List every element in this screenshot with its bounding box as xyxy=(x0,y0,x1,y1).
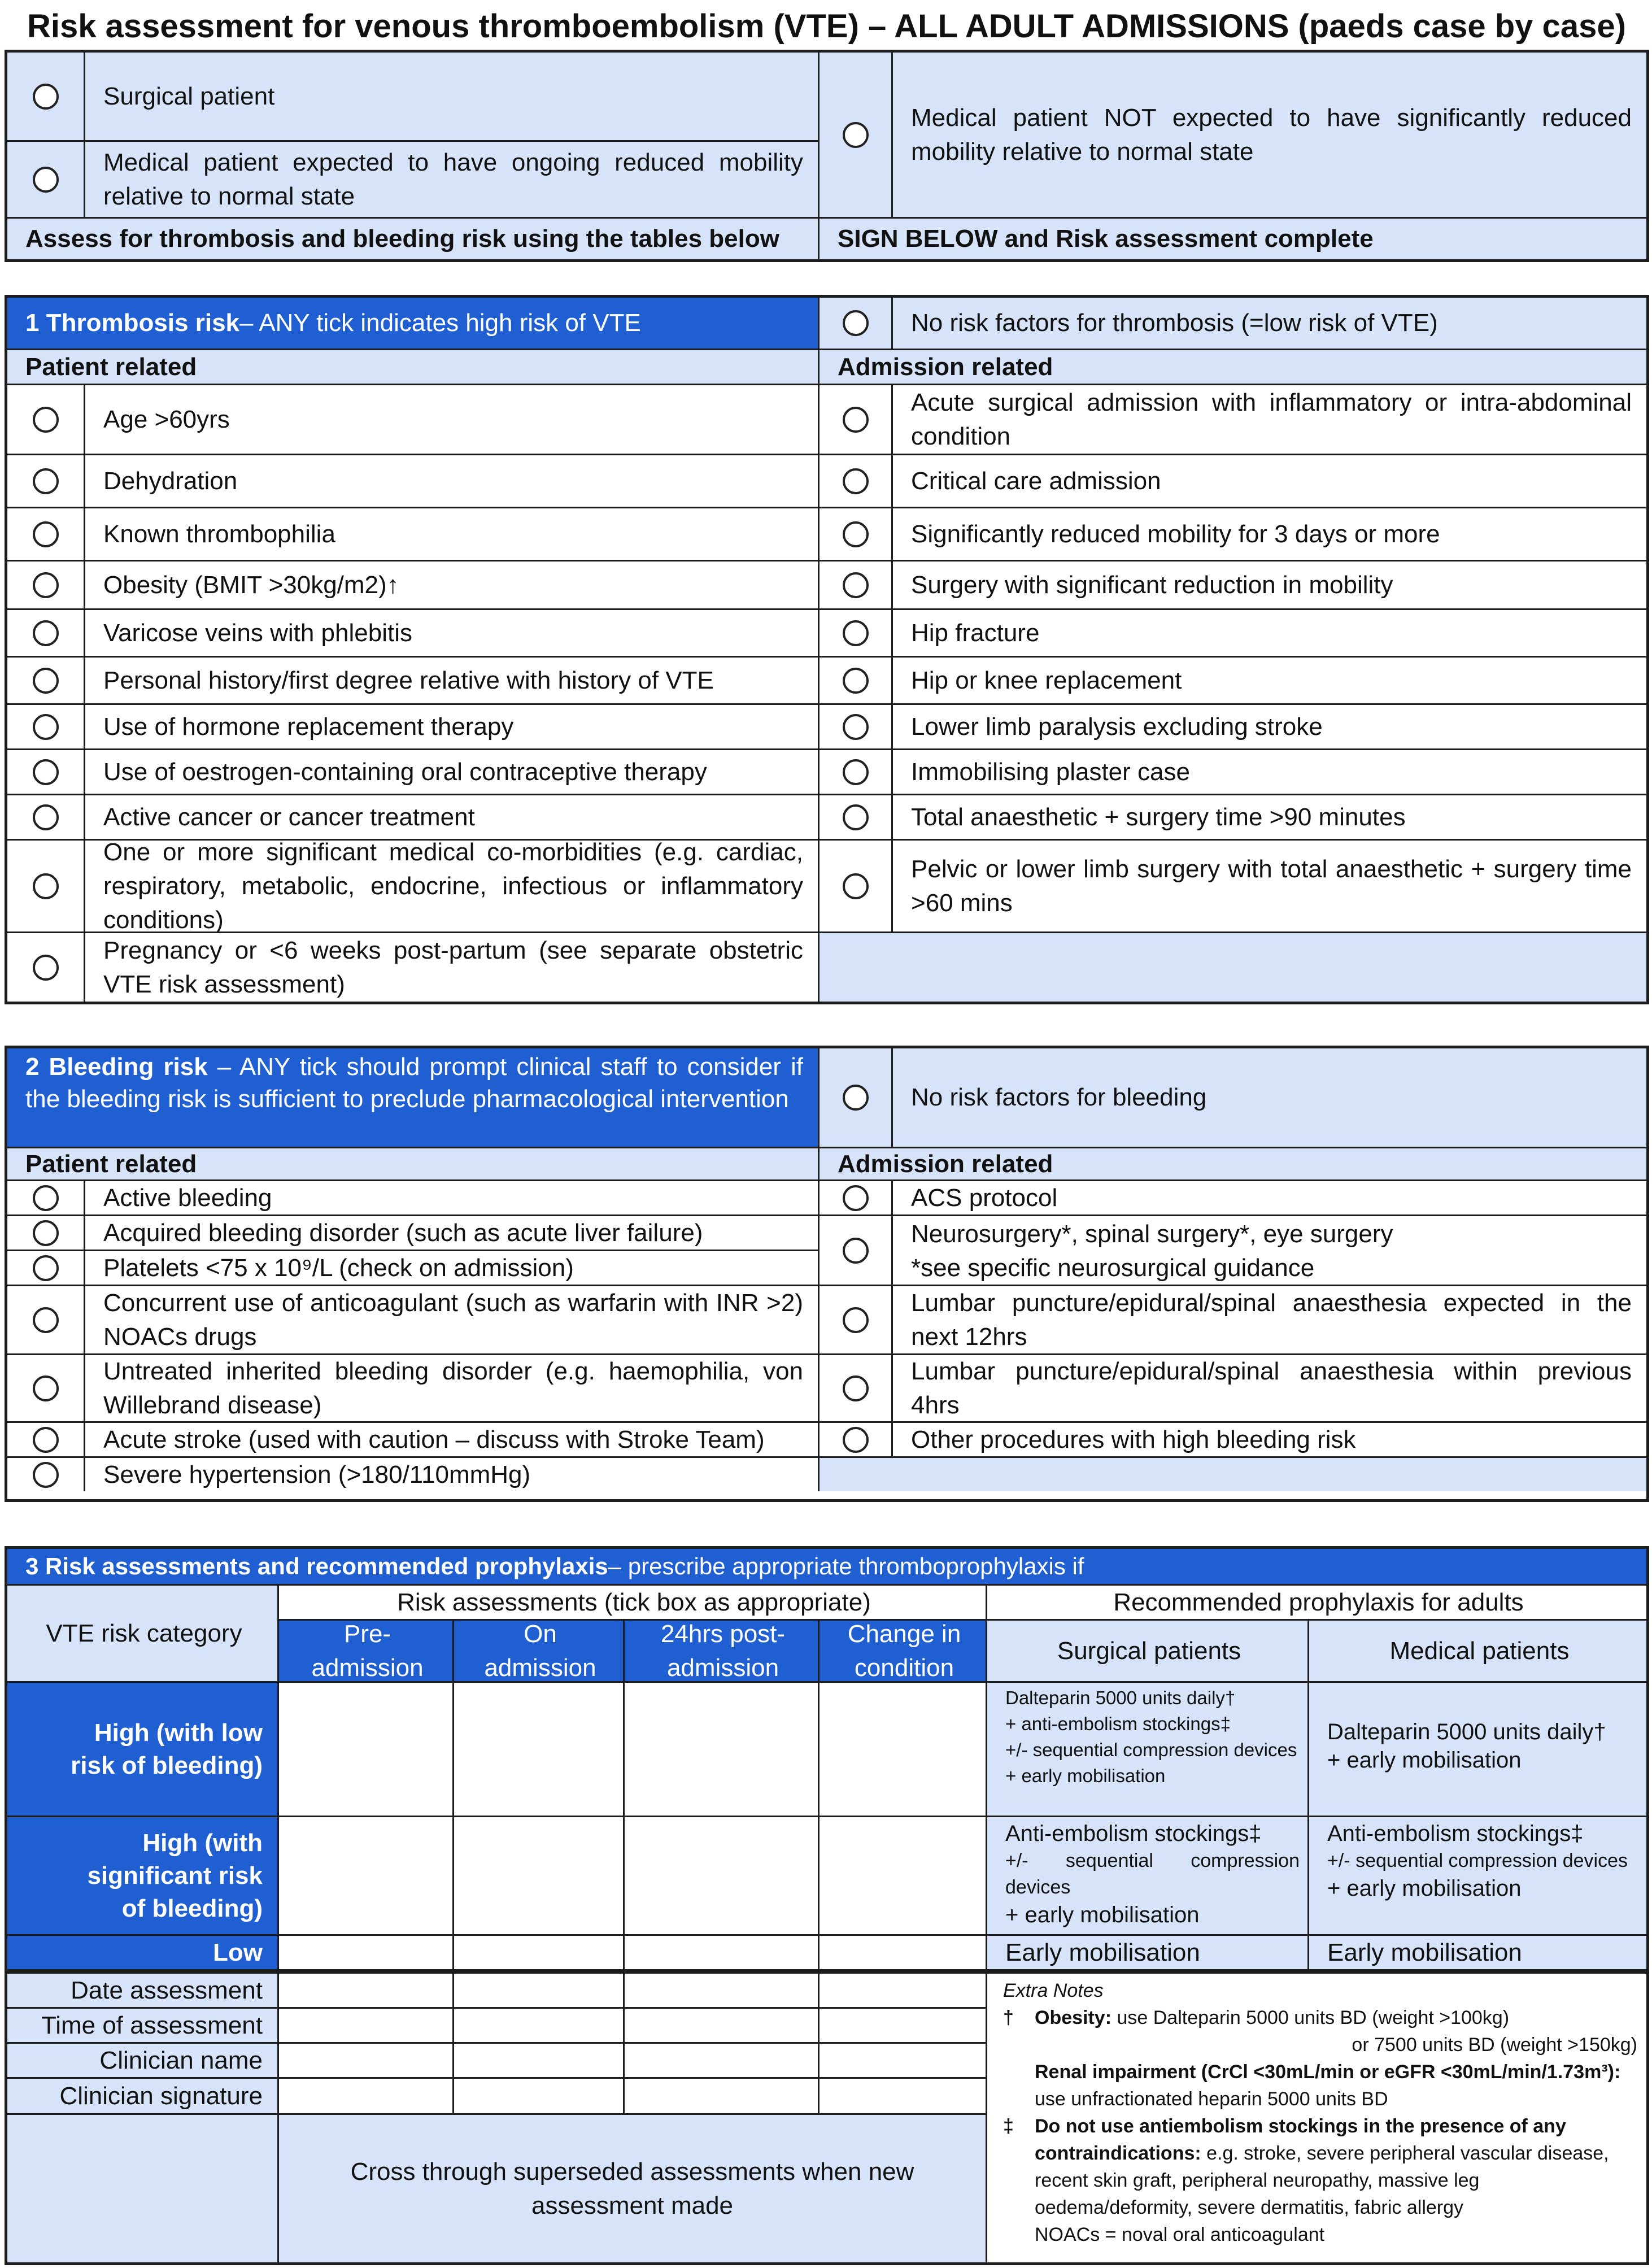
bleeding-admission-factor-radio[interactable] xyxy=(843,1427,869,1453)
double-dagger-symbol: ‡ xyxy=(1003,2115,1014,2137)
form-entry-field[interactable] xyxy=(623,1974,818,2009)
assess-instruction: Assess for thrombosis and bleeding risk using the tables below xyxy=(7,217,818,259)
form-entry-field[interactable] xyxy=(452,2079,623,2115)
thrombosis-admission-factor-radio[interactable] xyxy=(843,572,869,598)
extra-notes xyxy=(986,1974,1646,2262)
form-entry-field[interactable] xyxy=(818,2079,986,2115)
thrombosis-patient-factor-radio[interactable] xyxy=(33,873,59,899)
form-entry-field[interactable] xyxy=(452,2009,623,2044)
prophylaxis-line: Dalteparin 5000 units daily† xyxy=(1005,1687,1236,1708)
surgical-prophylaxis: Early mobilisation xyxy=(986,1934,1307,1969)
form-entry-field[interactable] xyxy=(277,1974,452,2009)
thrombosis-patient-factor-radio[interactable] xyxy=(33,572,59,598)
assessment-column-heading: Pre-admission xyxy=(277,1619,452,1681)
bleeding-patient-related-heading: Patient related xyxy=(7,1147,818,1179)
surgical-patients-heading: Surgical patients xyxy=(986,1619,1307,1681)
assessment-tick-box[interactable] xyxy=(277,1681,452,1816)
assessment-tick-box[interactable] xyxy=(277,1934,452,1969)
no-thrombosis-risk-label: No risk factors for thrombosis (=low risk of VTE) xyxy=(891,298,1646,349)
surgical-prophylaxis xyxy=(986,1681,1307,1816)
thrombosis-admission-factor: Lower limb paralysis excluding stroke xyxy=(891,703,1646,748)
thrombosis-patient-related-heading: Patient related xyxy=(7,349,818,384)
prophylaxis-line: Dalteparin 5000 units daily† xyxy=(1327,1719,1606,1744)
thrombosis-patient-factor: One or more significant medical co-morbidities (e.g. cardiac, respiratory, metabolic, endocrine, infectious or inflammatory conditions) xyxy=(84,839,818,931)
assessment-column-heading: Change in condition xyxy=(818,1619,986,1681)
assessment-tick-box[interactable] xyxy=(452,1934,623,1969)
thrombosis-admission-factor: Pelvic or lower limb surgery with total anaesthetic + surgery time >60 mins xyxy=(891,839,1646,931)
assessment-tick-box[interactable] xyxy=(623,1681,818,1816)
form-entry-field[interactable] xyxy=(623,2009,818,2044)
assessment-tick-box[interactable] xyxy=(452,1816,623,1934)
assessment-tick-box[interactable] xyxy=(818,1816,986,1934)
bleeding-admission-factor-radio[interactable] xyxy=(843,1185,869,1211)
thrombosis-section xyxy=(5,295,1649,1004)
prophylaxis-line: + early mobilisation xyxy=(1327,1876,1522,1901)
thrombosis-admission-factor: Total anaesthetic + surgery time >90 minutes xyxy=(891,794,1646,839)
thrombosis-header xyxy=(7,298,818,349)
surgical-prophylaxis xyxy=(986,1816,1307,1934)
form-entry-field[interactable] xyxy=(277,2044,452,2079)
medical-not-reduced-label: Medical patient NOT expected to have significantly reduced mobility relative to normal state xyxy=(891,53,1646,217)
thrombosis-admission-factor: Acute surgical admission with inflammatory or intra-abdominal condition xyxy=(891,384,1646,454)
bleeding-patient-factor: Platelets <75 x 10⁹/L (check on admission) xyxy=(84,1250,818,1285)
form-row-label: Date assessment xyxy=(7,1974,277,2009)
bleeding-patient-factor: Acquired bleeding disorder (such as acute liver failure) xyxy=(84,1214,818,1250)
patient-type-section xyxy=(5,50,1649,262)
assessment-tick-box[interactable] xyxy=(623,1934,818,1969)
cross-through-note: Cross through superseded assessments when new assessment made xyxy=(277,2115,986,2262)
bleeding-patient-factor: Concurrent use of anticoagulant (such as warfarin with INR >2) NOACs drugs xyxy=(84,1285,818,1353)
assessment-tick-box[interactable] xyxy=(277,1816,452,1934)
bleeding-admission-factor-radio[interactable] xyxy=(843,1375,869,1401)
prophylaxis-section xyxy=(5,1546,1649,2265)
form-row-label: Clinician signature xyxy=(7,2079,277,2115)
medical-prophylaxis xyxy=(1307,1816,1646,1934)
page-title: Risk assessment for venous thromboembolism (VTE) – ALL ADULT ADMISSIONS (paeds case by case) xyxy=(27,7,1626,45)
recommended-prophylaxis-heading: Recommended prophylaxis for adults xyxy=(986,1584,1646,1619)
thrombosis-admission-factor-radio[interactable] xyxy=(843,873,869,899)
bleeding-admission-factor: Lumbar puncture/epidural/spinal anaesthesia expected in the next 12hrs xyxy=(891,1285,1646,1353)
thrombosis-admission-factor-radio[interactable] xyxy=(843,759,869,785)
thrombosis-patient-factor: Obesity (BMIT >30kg/m2)↑ xyxy=(84,560,818,608)
form-row-label: Clinician name xyxy=(7,2044,277,2079)
prophylaxis-line: + anti-embolism stockings‡ xyxy=(1005,1713,1231,1734)
form-entry-field[interactable] xyxy=(277,2079,452,2115)
assessment-tick-box[interactable] xyxy=(623,1816,818,1934)
thrombosis-admission-factor: Hip or knee replacement xyxy=(891,656,1646,703)
bleeding-patient-factor-radio[interactable] xyxy=(33,1185,59,1211)
thrombosis-admission-factor-radio[interactable] xyxy=(843,468,869,494)
thrombosis-patient-factor: Age >60yrs xyxy=(84,384,818,454)
form-entry-field[interactable] xyxy=(818,1974,986,2009)
prophylaxis-line: Anti-embolism stockings‡ xyxy=(1327,1821,1584,1846)
bleeding-header-title: 2 Bleeding risk xyxy=(25,1053,208,1081)
thrombosis-header-note: – ANY tick indicates high risk of VTE xyxy=(239,309,641,337)
bleeding-patient-factor: Acute stroke (used with caution – discuss with Stroke Team) xyxy=(84,1421,818,1456)
bleeding-patient-factor-radio[interactable] xyxy=(33,1307,59,1333)
no-bleeding-risk-label: No risk factors for bleeding xyxy=(891,1048,1646,1147)
thrombosis-patient-factor-radio[interactable] xyxy=(33,668,59,694)
thrombosis-patient-factor-radio[interactable] xyxy=(33,620,59,646)
surgical-patient-radio[interactable] xyxy=(33,84,59,110)
bleeding-patient-factor-radio[interactable] xyxy=(33,1375,59,1401)
risk-category-label: High (with low risk of bleeding) xyxy=(7,1681,277,1816)
thrombosis-admission-factor-radio[interactable] xyxy=(843,804,869,830)
sign-instruction: SIGN BELOW and Risk assessment complete xyxy=(818,217,1646,259)
assessment-tick-box[interactable] xyxy=(818,1934,986,1969)
thrombosis-admission-related-heading: Admission related xyxy=(818,349,1646,384)
obesity-dose: use Dalteparin 5000 units BD (weight >100kg) xyxy=(1111,2007,1510,2028)
medical-prophylaxis xyxy=(1307,1681,1646,1816)
thrombosis-admission-factor: Critical care admission xyxy=(891,454,1646,507)
assessment-tick-box[interactable] xyxy=(452,1681,623,1816)
thrombosis-admission-factor-radio[interactable] xyxy=(843,668,869,694)
form-entry-field[interactable] xyxy=(277,2009,452,2044)
form-entry-field[interactable] xyxy=(452,2044,623,2079)
medical-reduced-mobility-radio[interactable] xyxy=(33,167,59,193)
prophylaxis-line: +/- sequential compression devices xyxy=(1005,1739,1297,1760)
thrombosis-patient-factor: Pregnancy or <6 weeks post-partum (see separate obstetric VTE risk assessment) xyxy=(84,931,818,1002)
thrombosis-patient-factor: Personal history/first degree relative with history of VTE xyxy=(84,656,818,703)
thrombosis-admission-factor: Immobilising plaster case xyxy=(891,748,1646,794)
dagger-symbol: † xyxy=(1003,2007,1014,2028)
medical-patients-heading: Medical patients xyxy=(1307,1619,1646,1681)
extra-notes-title: Extra Notes xyxy=(1003,1980,1104,2001)
empty-cell xyxy=(818,931,1646,1002)
bleeding-admission-related-heading: Admission related xyxy=(818,1147,1646,1179)
thrombosis-admission-factor-radio[interactable] xyxy=(843,407,869,433)
thrombosis-patient-factor-radio[interactable] xyxy=(33,804,59,830)
vte-risk-category-heading: VTE risk category xyxy=(7,1584,277,1681)
prophylaxis-line: +/- sequential compression devices xyxy=(1005,1850,1300,1898)
neurosurgery-label: Neurosurgery*, spinal surgery*, eye surgery xyxy=(911,1220,1393,1248)
prophylaxis-header xyxy=(7,1549,1646,1584)
renal-text: use unfractionated heparin 5000 units BD xyxy=(1035,2088,1388,2110)
bleeding-patient-factor-radio[interactable] xyxy=(33,1462,59,1488)
neurosurgical-guidance-note: *see specific neurosurgical guidance xyxy=(911,1254,1315,1282)
bleeding-patient-factor: Severe hypertension (>180/110mmHg) xyxy=(84,1456,818,1491)
thrombosis-patient-factor-radio[interactable] xyxy=(33,521,59,547)
bleeding-admission-factor: Lumbar puncture/epidural/spinal anaesthesia within previous 4hrs xyxy=(891,1353,1646,1421)
risk-category-label: Low xyxy=(7,1934,277,1969)
thrombosis-patient-factor: Dehydration xyxy=(84,454,818,507)
thrombosis-patient-factor-radio[interactable] xyxy=(33,468,59,494)
thrombosis-admission-factor: Significantly reduced mobility for 3 days or more xyxy=(891,507,1646,560)
assessment-column-heading: 24hrs post-admission xyxy=(623,1619,818,1681)
thrombosis-patient-factor-radio[interactable] xyxy=(33,714,59,740)
risk-assessments-heading: Risk assessments (tick box as appropriate) xyxy=(277,1584,986,1619)
surgical-patient-label: Surgical patient xyxy=(84,53,818,140)
stockings-label: Do not use antiembolism stockings in the presence of any contraindications: xyxy=(1035,2115,1566,2164)
thrombosis-patient-factor: Varicose veins with phlebitis xyxy=(84,608,818,656)
empty-cell xyxy=(818,1456,1646,1491)
thrombosis-admission-factor: Surgery with significant reduction in mobility xyxy=(891,560,1646,608)
thrombosis-patient-factor-radio[interactable] xyxy=(33,407,59,433)
prophylaxis-line: + early mobilisation xyxy=(1005,1765,1166,1786)
bleeding-patient-factor-radio[interactable] xyxy=(33,1255,59,1281)
noacs-note: NOACs = noval oral anticoagulant xyxy=(1035,2224,1325,2245)
obesity-dose-high: or 7500 units BD (weight >150kg) xyxy=(1352,2034,1637,2056)
bleeding-section xyxy=(5,1046,1649,1502)
form-entry-field[interactable] xyxy=(452,1974,623,2009)
renal-label: Renal impairment (CrCl <30mL/min or eGFR <30mL/min/1.73m³): xyxy=(1035,2061,1621,2083)
bleeding-patient-factor-radio[interactable] xyxy=(33,1427,59,1453)
medical-prophylaxis: Early mobilisation xyxy=(1307,1934,1646,1969)
bleeding-header xyxy=(7,1048,818,1147)
bleeding-admission-factor xyxy=(891,1214,1646,1285)
prophylaxis-line: +/- sequential compression devices xyxy=(1327,1850,1628,1871)
bleeding-admission-factor: Other procedures with high bleeding risk xyxy=(891,1421,1646,1456)
prophylaxis-header-note: – prescribe appropriate thromboprophylaxis if xyxy=(608,1553,1084,1579)
medical-not-reduced-radio[interactable] xyxy=(843,122,869,148)
bleeding-admission-factor-radio[interactable] xyxy=(843,1238,869,1264)
bleeding-admission-factor-radio[interactable] xyxy=(843,1307,869,1333)
thrombosis-patient-factor-radio[interactable] xyxy=(33,955,59,981)
prophylaxis-header-title: 3 Risk assessments and recommended prophylaxis xyxy=(25,1553,608,1579)
thrombosis-admission-factor-radio[interactable] xyxy=(843,714,869,740)
thrombosis-patient-factor: Use of hormone replacement therapy xyxy=(84,703,818,748)
thrombosis-header-title: 1 Thrombosis risk xyxy=(25,309,240,337)
obesity-label: Obesity: xyxy=(1035,2007,1112,2028)
assessment-tick-box[interactable] xyxy=(818,1681,986,1816)
no-bleeding-risk-radio[interactable] xyxy=(843,1085,869,1111)
form-entry-field[interactable] xyxy=(623,2044,818,2079)
prophylaxis-line: + early mobilisation xyxy=(1005,1903,1200,1927)
bleeding-patient-factor: Untreated inherited bleeding disorder (e.g. haemophilia, von Willebrand disease) xyxy=(84,1353,818,1421)
risk-category-label: High (with significant risk of bleeding) xyxy=(7,1816,277,1934)
form-entry-field[interactable] xyxy=(818,2009,986,2044)
prophylaxis-line: + early mobilisation xyxy=(1327,1748,1522,1773)
stockings-text: e.g. stroke, severe peripheral vascular disease, recent skin graft, peripheral neuropathy, massive leg oedema/deformity, severe dermatitis, fabric allergy xyxy=(1035,2143,1609,2218)
thrombosis-patient-factor: Active cancer or cancer treatment xyxy=(84,794,818,839)
assessment-column-heading: On admission xyxy=(452,1619,623,1681)
medical-reduced-mobility-label: Medical patient expected to have ongoing reduced mobility relative to normal state xyxy=(84,140,818,217)
bleeding-header-note: – ANY tick should prompt clinical staff to consider if the bleeding risk is sufficient to preclude pharmacological intervention xyxy=(25,1053,803,1113)
prophylaxis-line: Anti-embolism stockings‡ xyxy=(1005,1821,1262,1846)
form-entry-field[interactable] xyxy=(623,2079,818,2115)
bleeding-admission-factor: ACS protocol xyxy=(891,1179,1646,1214)
thrombosis-admission-factor-radio[interactable] xyxy=(843,620,869,646)
thrombosis-patient-factor: Use of oestrogen-containing oral contraceptive therapy xyxy=(84,748,818,794)
thrombosis-admission-factor-radio[interactable] xyxy=(843,521,869,547)
bleeding-patient-factor: Active bleeding xyxy=(84,1179,818,1214)
thrombosis-patient-factor: Known thrombophilia xyxy=(84,507,818,560)
bleeding-patient-factor-radio[interactable] xyxy=(33,1220,59,1246)
thrombosis-admission-factor: Hip fracture xyxy=(891,608,1646,656)
thrombosis-patient-factor-radio[interactable] xyxy=(33,759,59,785)
form-row-label: Time of assessment xyxy=(7,2009,277,2044)
no-thrombosis-risk-radio[interactable] xyxy=(843,310,869,336)
form-entry-field[interactable] xyxy=(818,2044,986,2079)
